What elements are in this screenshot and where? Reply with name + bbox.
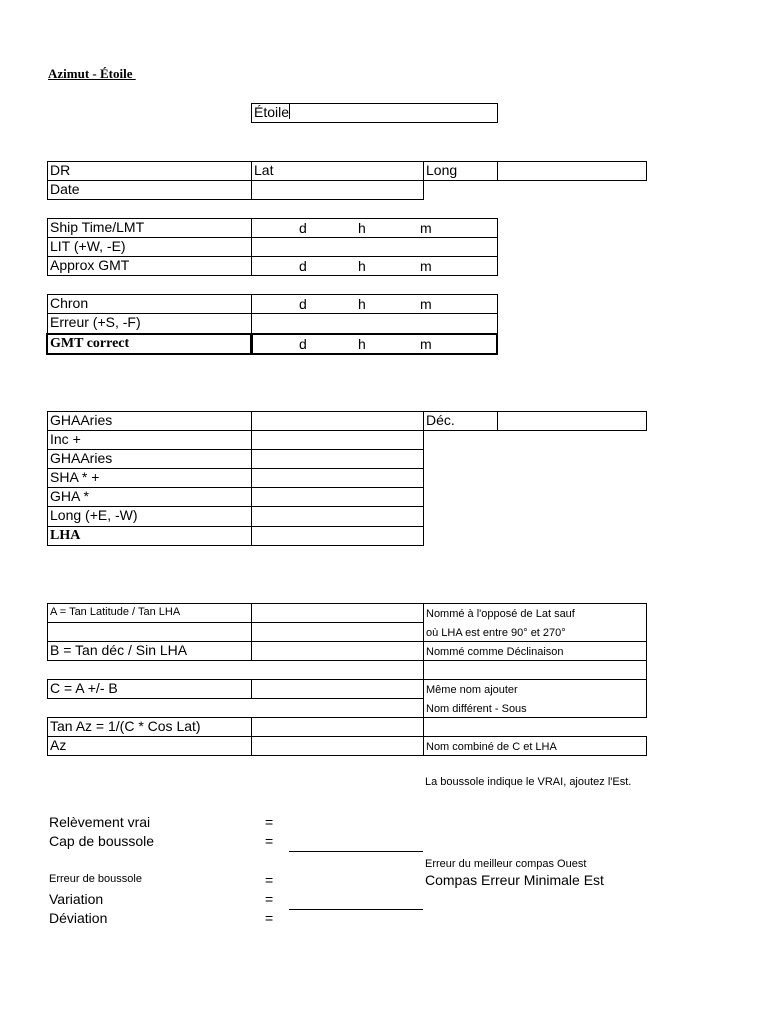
b-note-cell [423,641,647,661]
long-ew-input[interactable] [251,506,424,527]
erreur-input[interactable] [251,313,498,334]
a-note [423,603,647,642]
gha-aries-input[interactable] [251,411,424,431]
b-formula-label: B = Tan déc / Sin LHA [47,641,252,661]
gmt-correct-label: GMT correct [46,333,252,355]
compass-note: La boussole indique le VRAI, ajoutez l'Est. [425,776,632,788]
gha-aries-total-input[interactable] [251,449,424,469]
gmt-correct-input[interactable]: d h m [251,333,498,355]
tan-az-input[interactable] [251,717,424,737]
deviation-label: Déviation [49,910,108,926]
az-note-cell [423,736,647,756]
lit-input[interactable] [251,237,498,257]
az-note: Nom combiné de C et LHA [426,741,557,753]
gha-star-input[interactable] [251,487,424,507]
c-input[interactable] [251,679,424,699]
chron-label: Chron [47,294,252,314]
releve-vrai-equals: = [265,814,274,830]
lat-label: Lat [251,161,424,181]
date-label: Date [47,180,252,200]
az-label: Az [47,736,252,756]
page-title: Azimut - Étoile [48,66,136,81]
ship-time-input[interactable]: d h m [251,218,498,238]
star-label: Étoile [254,104,290,120]
long-ew-label: Long (+E, -W) [47,506,252,527]
c-formula-label: C = A +/- B [47,679,252,699]
variation-label: Variation [49,891,104,907]
chron-input[interactable]: d h m [251,294,498,314]
gha-star-label: GHA * [47,487,252,507]
dec-input[interactable] [497,411,647,431]
gha-aries-total-label: GHAAries [47,449,252,469]
c-note-line-1: Même nom ajouter [426,684,518,696]
erreur-boussole-label: Erreur de boussole [49,873,142,885]
a-blank-input[interactable] [251,622,424,642]
date-input[interactable] [251,180,424,200]
a-note-line-1: Nommé à l'opposé de Lat sauf [426,608,575,620]
deviation-equals: = [265,910,274,926]
erreur-boussole-equals: = [265,872,274,888]
variation-equals: = [265,891,274,907]
long-input[interactable] [497,161,647,181]
b-note: Nommé comme Déclinaison [426,646,564,658]
note-west: Erreur du meilleur compas Ouest [425,858,587,870]
inc-label: Inc + [47,430,252,450]
ship-time-label: Ship Time/LMT [47,218,252,238]
a-formula-label: A = Tan Latitude / Tan LHA [47,603,252,623]
a-input[interactable] [251,603,424,623]
dr-label: DR [47,161,252,181]
note-east: Compas Erreur Minimale Est [425,872,604,888]
variation-line[interactable] [289,909,423,910]
cap-boussole-equals: = [265,833,274,849]
az-input[interactable] [251,736,424,756]
b-input[interactable] [251,641,424,661]
lha-label: LHA [47,526,252,546]
dec-label: Déc. [423,411,498,431]
erreur-label: Erreur (+S, -F) [47,313,252,334]
inc-input[interactable] [251,430,424,450]
sha-label: SHA * + [47,468,252,488]
sha-input[interactable] [251,468,424,488]
c-note [423,679,647,718]
approx-gmt-label: Approx GMT [47,256,252,276]
releve-vrai-label: Relèvement vrai [49,814,151,830]
lit-label: LIT (+W, -E) [47,237,252,257]
star-field[interactable] [251,103,498,123]
approx-gmt-input[interactable]: d h m [251,256,498,276]
gha-aries-label: GHAAries [47,411,252,431]
lha-input[interactable] [251,526,424,546]
text-cursor [289,104,290,119]
a-blank-label [47,622,252,642]
b-note-blank [423,660,647,680]
c-note-line-2: Nom différent - Sous [426,703,527,715]
long-label: Long [423,161,498,181]
a-note-line-2: où LHA est entre 90° et 270° [426,627,566,639]
tan-az-label: Tan Az = 1/(C * Cos Lat) [47,717,252,737]
cap-boussole-label: Cap de boussole [49,833,155,849]
cap-boussole-line[interactable] [289,851,423,852]
